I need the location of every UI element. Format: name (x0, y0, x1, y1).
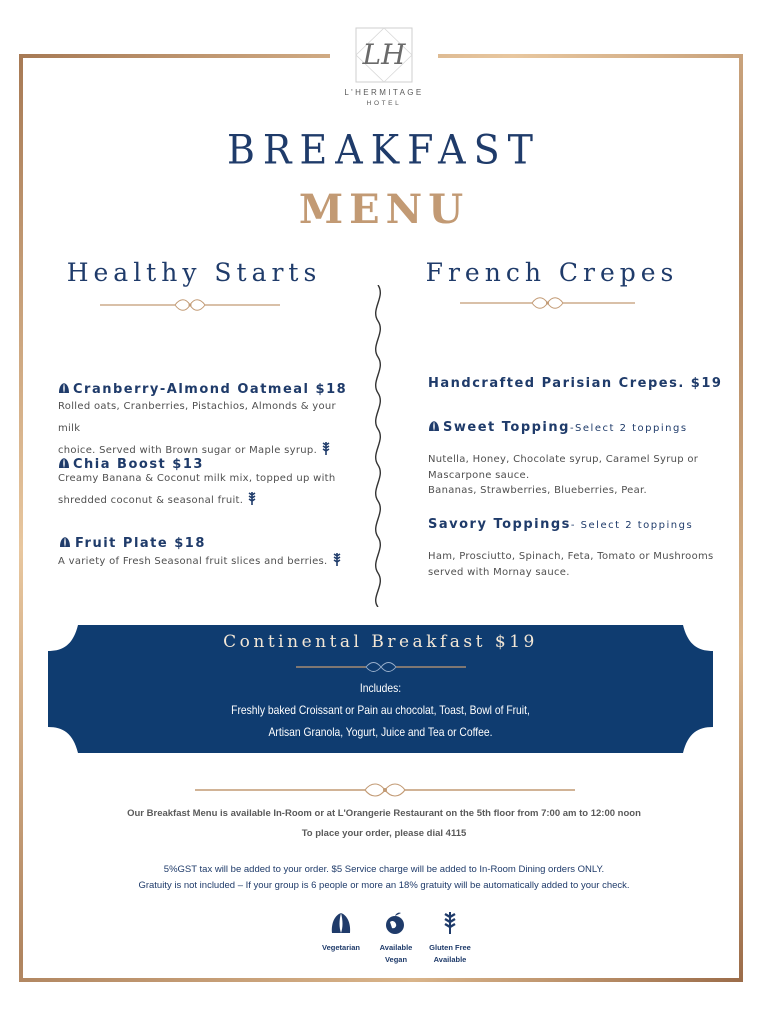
hotel-logo (330, 22, 438, 114)
vegetarian-leaf-icon (58, 537, 72, 548)
vegan-globe-icon (383, 911, 407, 935)
legend-line: Available (433, 955, 467, 964)
flourish-divider-icon (100, 296, 280, 314)
item-description (58, 551, 358, 573)
item-description (58, 396, 358, 462)
vegetarian-leaf-icon (58, 383, 70, 394)
hotel-subtitle: HOTEL (366, 100, 402, 107)
gluten-free-wheat-icon (440, 912, 460, 934)
desc-line: Bananas, Strawberries, Blueberries, Pear. (428, 485, 648, 496)
gluten-free-wheat-icon (332, 553, 342, 566)
desc-line: served with Mornay sauce. (428, 566, 570, 578)
item-name: Chia Boost $13 (73, 457, 204, 472)
item-name: Fruit Plate $18 (75, 536, 206, 551)
legend-line: Gluten Free (429, 943, 471, 952)
flourish-divider-icon (195, 780, 575, 800)
menu-title: BREAKFAST (227, 126, 541, 174)
legend-line: Vegetarian (322, 943, 360, 952)
hotel-name: L'HERMITAGE (344, 88, 424, 97)
includes-line: Artisan Granola, Yogurt, Juice and Tea or Coffee. (268, 725, 493, 739)
continental-title: Continental Breakfast $19 (223, 632, 538, 652)
savory-topping-heading (428, 517, 693, 532)
monogram-icon (354, 26, 414, 84)
legend-label-vegetarian (311, 942, 371, 954)
desc-line: A variety of Fresh Seasonal fruit slices and berries. (58, 551, 358, 573)
healthy-starts-heading: Healthy Starts (66, 258, 322, 287)
menu-item-cranberry-oatmeal (58, 382, 347, 397)
svg-text:LH: LH (362, 38, 406, 71)
menu-item-parisian-crepes: Handcrafted Parisian Crepes. $19 (428, 376, 723, 391)
flourish-divider-icon (460, 294, 635, 312)
desc-line: Nutella, Honey, Chocolate syrup, Caramel Syrup or (428, 454, 699, 465)
item-name: Cranberry-Almond Oatmeal $18 (73, 382, 348, 397)
availability-note: Our Breakfast Menu is available In-Room or at L'Orangerie Restaurant on the 5th floor from 7:00 am to 12:00 noon (127, 808, 641, 819)
vegetarian-leaf-icon (428, 421, 440, 432)
gluten-free-wheat-icon (247, 492, 257, 505)
flourish-divider-icon (296, 660, 466, 674)
sweet-topping-list (428, 452, 728, 499)
tax-note: 5%GST tax will be added to your order. $5 Service charge will be added to In-Room Dining orders ONLY. (163, 864, 605, 875)
item-description (58, 468, 358, 512)
gratuity-note: Gratuity is not included – If your group is 6 people or more an 18% gratuity will be automatically added to your check. (138, 880, 630, 891)
french-crepes-heading: French Crepes (425, 258, 679, 287)
wavy-divider (368, 285, 388, 607)
legend-line: Vegan (384, 955, 408, 964)
vegetarian-leaf-icon (330, 912, 352, 934)
desc-line: shredded coconut & seasonal fruit. (58, 490, 358, 512)
legend-label-vegan (366, 942, 426, 966)
topping-note: - Select 2 toppings (570, 520, 694, 531)
desc-line: Rolled oats, Cranberries, Pistachios, Almonds & your milk (58, 401, 336, 434)
legend-label-gluten-free (420, 942, 480, 966)
desc-line: Ham, Prosciutto, Spinach, Feta, Tomato or Mushrooms (428, 551, 714, 562)
menu-subtitle: MENU (298, 186, 470, 233)
desc-line: choice. Served with Brown sugar or Maple syrup. (58, 440, 358, 462)
includes-line: Freshly baked Croissant or Pain au chocolat, Toast, Bowl of Fruit, (231, 703, 530, 717)
topping-name: Savory Toppings (428, 517, 571, 532)
savory-topping-list (428, 549, 728, 580)
topping-note: -Select 2 toppings (569, 423, 688, 434)
legend-line: Available (379, 943, 413, 952)
sweet-topping-heading (428, 420, 688, 435)
gluten-free-wheat-icon (321, 442, 331, 455)
order-note: To place your order, please dial 4115 (301, 828, 467, 839)
includes-label: Includes: (359, 681, 402, 695)
topping-name: Sweet Topping (443, 420, 570, 435)
desc-line: Mascarpone sauce. (428, 469, 530, 481)
desc-line: Creamy Banana & Coconut milk mix, topped up with (58, 473, 336, 484)
menu-item-fruit-plate (58, 536, 206, 551)
